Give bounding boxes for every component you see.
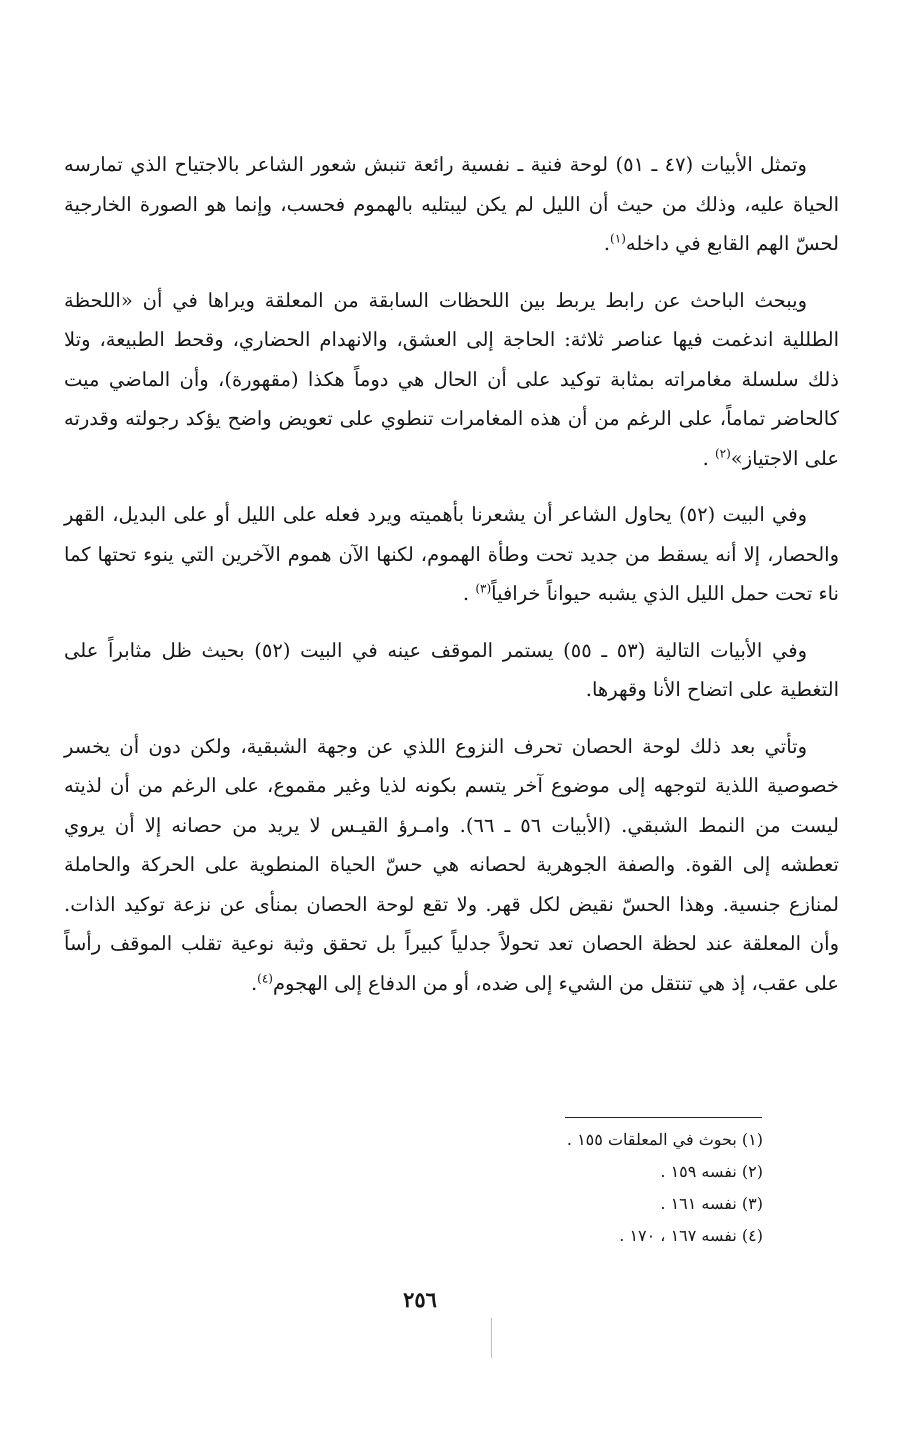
paragraph-end: . (603, 232, 611, 255)
footnote-divider (565, 1117, 762, 1118)
footnote-ref-2[interactable]: (٢) (714, 446, 731, 460)
main-text (64, 145, 839, 1020)
paragraph-text: وفي الأبيات التالية (٥٣ ـ ٥٥) يستمر الموقف عينه في البيت (٥٢) بحيث ظل مثابراً على التغطية على اتضاح الأنا وقهرها. (64, 638, 839, 701)
paragraph-text: وفي البيت (٥٢) يحاول الشاعر أن يشعرنا بأهميته ويرد فعله على الليل أو على البديل، القهر والحصار، إلا أنه يسقط من جديد تحت وطأة الهموم، لكنها الآن هموم الآخرين التي ينوء تحتها كما ناء تحت حمل الليل الذي يشبه حيواناً خرافياً (64, 503, 839, 605)
paragraph-1 (64, 145, 839, 264)
page-number: ٢٥٦ (403, 1287, 437, 1312)
footnote-ref-4[interactable]: (٤) (257, 971, 273, 985)
paragraph-4 (64, 631, 839, 710)
paragraph-5 (64, 727, 839, 1004)
footnote-ref-1[interactable]: (١) (610, 231, 626, 246)
footnote-ref-3[interactable]: (٣) (475, 581, 492, 596)
paragraph-text: ويبحث الباحث عن رابط يربط بين اللحظات السابقة من المعلقة ويراها في أن «اللحظة الطللية اندغمت فيها عناصر ثلاثة: الحاجة إلى العشق، والانهدام الحضاري، وقحط الطبيعة، وتلا ذلك سلسلة مغامراته بمثابة توكيد على أن الحال هي دوماً هكذا (مقهورة)، وأن الماضي ميت كالحاضر تماماً، على الرغم من أن هذه المغامرات تنطوي على تعويض واضح يؤكد رجولته وقدرته على الاجتياز» (64, 288, 839, 470)
footnote-3: (٣) نفسه ١٦١ . (660, 1194, 763, 1213)
paragraph-2 (64, 281, 839, 479)
footnote-2: (٢) نفسه ١٥٩ . (660, 1162, 763, 1181)
paragraph-end: . (702, 446, 715, 470)
paragraph-text: وتأتي بعد ذلك لوحة الحصان تحرف النزوع اللذي عن وجهة الشبقية، ولكن دون أن يخسر خصوصية اللذية لتوجهه إلى موضوع آخر يتسم بكونه لذيا وغير مقموع، على الرغم من أن لذيته ليست من النمط الشبقي. (الأبيات ٥٦ ـ ٦٦). وامـرؤ القيـس لا يريد من حصانه إلا أن يروي تعطشه إلى القوة. والصفة الجوهرية لحصانه هي حسّ الحياة المنطوية على الحركة والحاملة لمنازع جنسية. وهذا الحسّ نقيض لكل قهر. ولا تقع لوحة الحصان بمنأى عن نزعة توكيد الذات. وأن المعلقة عند لحظة الحصان تعد تحولاً جدلياً كبيراً بل تحقق وثبة نوعية تقلب الموقف رأساً على عقب، إذ هي تنتقل من الشيء إلى ضده، أو من الدفاع إلى الهجوم (64, 734, 839, 995)
footnote-4: (٤) نفسه ١٦٧ ، ١٧٠ . (619, 1226, 763, 1245)
paragraph-text: وتمثل الأبيات (٤٧ ـ ٥١) لوحة فنية ـ نفسية رائعة تنبش شعور الشاعر بالاجتياح الذي تمارسه الحياة عليه، وذلك من حيث أن الليل لم يكن ليبتليه بالهموم فحسب، وإنما هو الصورة الخارجية لحسّ الهم القابع في داخله (64, 153, 839, 255)
scan-artifact (491, 1318, 492, 1358)
footnote-1: (١) بحوث في المعلقات ١٥٥ . (566, 1130, 763, 1149)
paragraph-end: . (250, 971, 258, 995)
footnotes (430, 1124, 763, 1252)
paragraph-end: . (462, 582, 476, 605)
paragraph-3 (64, 495, 839, 614)
